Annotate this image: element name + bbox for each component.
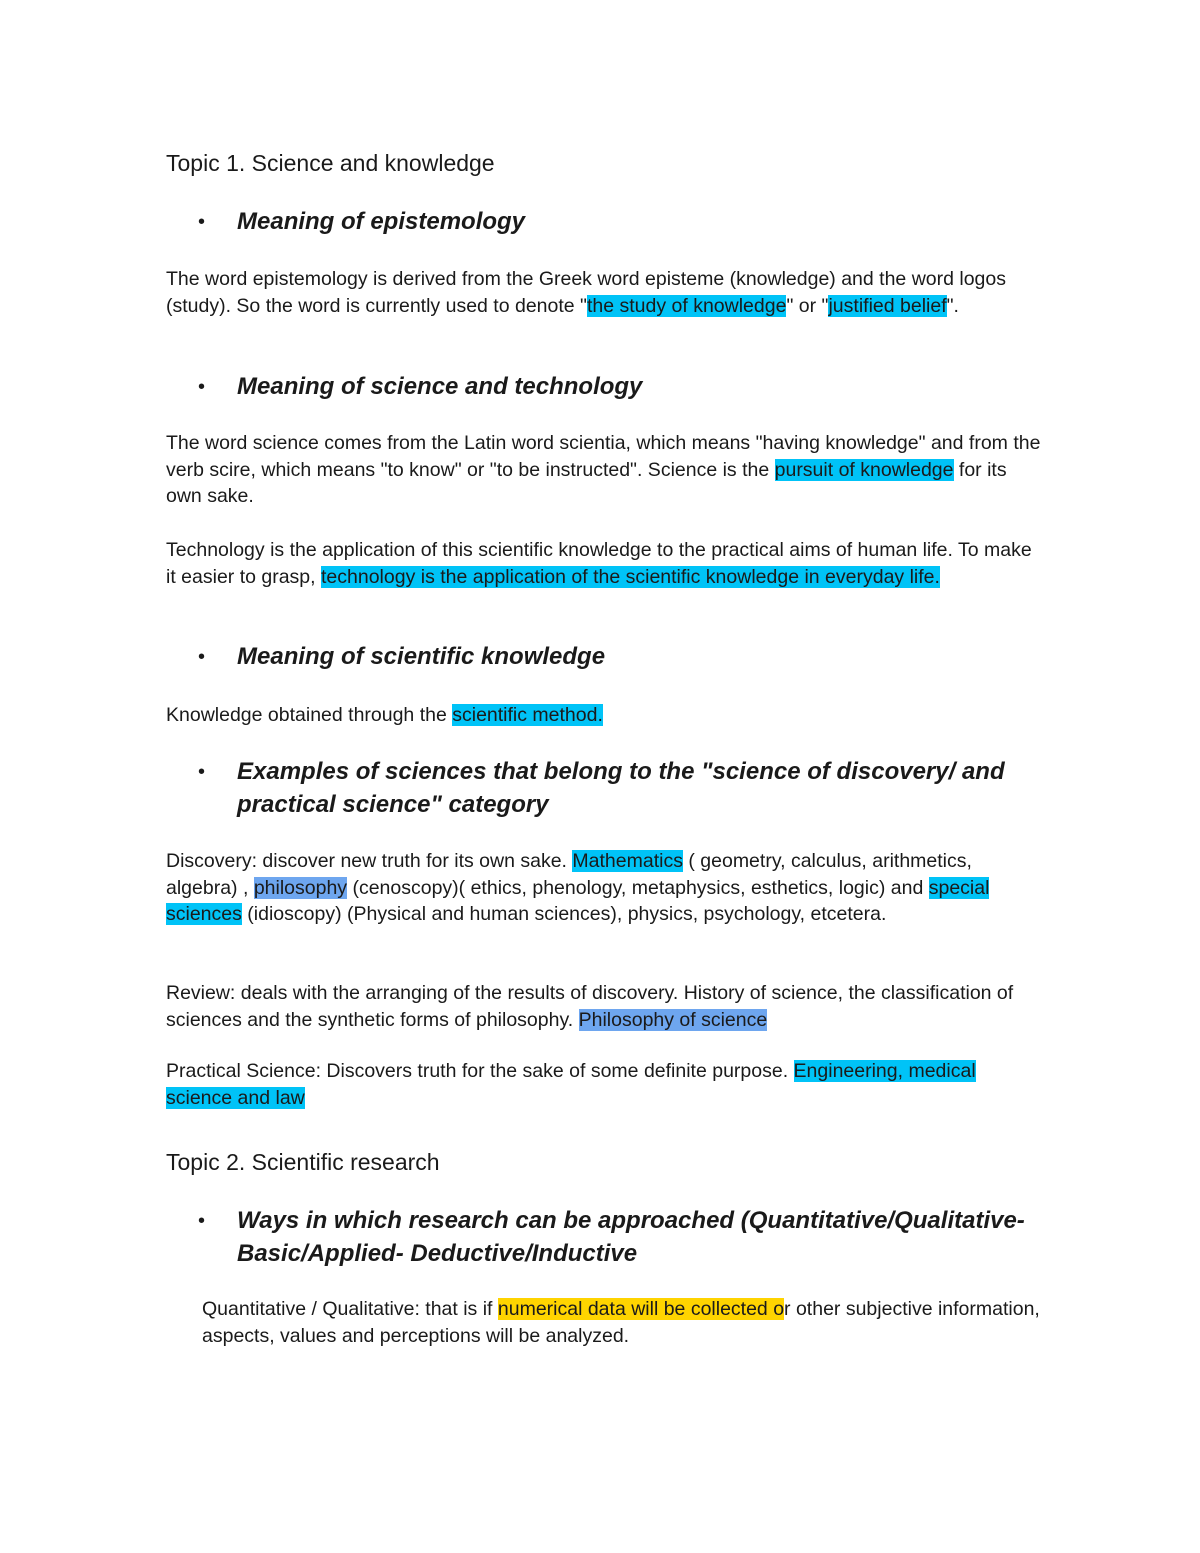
highlight-philosophy: philosophy — [253, 876, 348, 899]
highlight-technology-definition: technology is the application of the scientific knowledge in everyday life. — [321, 565, 940, 588]
bullet-dot: • — [198, 211, 206, 233]
highlight-scientific-method: scientific method. — [452, 704, 603, 726]
topic-2-title: Topic 2. Scientific research — [166, 1149, 440, 1175]
highlight-engineering: Engineering, medical science and law — [166, 1060, 976, 1109]
topic-1-title: Topic 1. Science and knowledge — [166, 150, 495, 176]
highlight-special-sciences: special sciences — [166, 876, 990, 925]
highlight-mathematics: Mathematics — [572, 850, 683, 872]
bullet-heading-science-technology: • Meaning of science and technology — [166, 370, 1046, 403]
bullet-dot: • — [198, 761, 206, 783]
highlight-pursuit-of-knowledge: pursuit of knowledge — [774, 458, 954, 481]
paragraph-review: Review: deals with the arranging of the results of discovery. History of science, the classification of sciences and the synthetic forms of philosophy. Philosophy of science — [166, 982, 1014, 1031]
bullet-heading-scientific-knowledge: • Meaning of scientific knowledge — [166, 640, 1046, 673]
paragraph-quantitative-qualitative: Quantitative / Qualitative: that is if numerical data will be collected or other subjective information, aspects, values and perceptions will be analyzed. — [202, 1298, 1040, 1347]
bullet-dot: • — [198, 1210, 206, 1232]
highlight-numerical-data: numerical data will be collected o — [497, 1298, 785, 1320]
bullet-dot: • — [198, 646, 206, 668]
highlight-justified-belief: justified belief — [828, 294, 947, 317]
paragraph-discovery: Discovery: discover new truth for its own sake. Mathematics ( geometry, calculus, arithmetics, algebra) , philosophy (cenoscopy)( ethics, phenology, metaphysics, esthetics, logic) and special sciences (idioscopy) (Physical and human sciences), physics, psychology, etcetera. — [166, 850, 990, 925]
paragraph-practical-science: Practical Science: Discovers truth for the sake of some definite purpose. Engineering, medical science and law — [166, 1060, 976, 1109]
paragraph-scientific-knowledge: Knowledge obtained through the scientific method. — [166, 704, 603, 726]
bullet-dot: • — [198, 376, 206, 398]
bullet-heading-examples: • Examples of sciences that belong to the "science of discovery/ and practical science" category — [166, 755, 1046, 821]
paragraph-technology: Technology is the application of this scientific knowledge to the practical aims of human life. To make it easier to grasp, technology is the application of the scientific knowledge in everyday life. — [166, 539, 1032, 588]
bullet-heading-epistemology: • Meaning of epistemology — [166, 205, 1046, 238]
highlight-study-of-knowledge: the study of knowledge — [586, 294, 787, 317]
highlight-philosophy-of-science: Philosophy of science — [578, 1008, 768, 1031]
paragraph-science: The word science comes from the Latin word scientia, which means "having knowledge" and from the verb scire, which means "to know" or "to be instructed". Science is the pursuit of knowledge for its own sake. — [166, 432, 1041, 507]
bullet-heading-research-approaches: • Ways in which research can be approached (Quantitative/Qualitative- Basic/Applied- Deductive/Inductive — [166, 1204, 1046, 1270]
paragraph-epistemology: The word epistemology is derived from the Greek word episteme (knowledge) and the word logos (study). So the word is currently used to denote "the study of knowledge" or "justified belief". — [166, 268, 1006, 317]
